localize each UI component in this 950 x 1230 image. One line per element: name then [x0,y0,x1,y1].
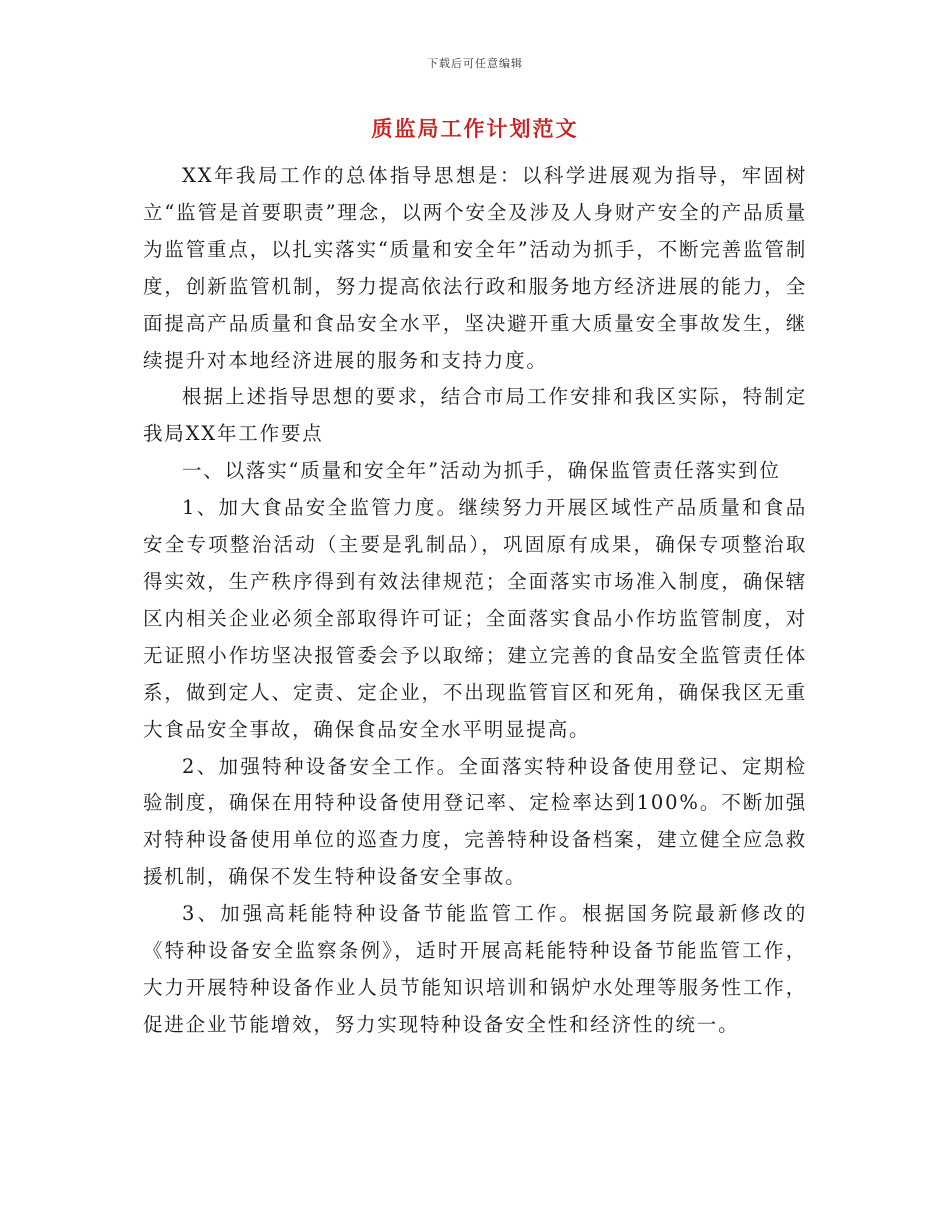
header-note: 下载后可任意编辑 [427,57,523,70]
document-title: 质监局工作计划范文 [371,116,579,141]
document-body [143,158,807,1044]
paragraph-item-3: 3、加强高耗能特种设备节能监管工作。根据国务院最新修改的《特种设备安全监察条例》，适时开展高耗能特种设备节能监管工作，大力开展特种设备作业人员节能知识培训和锅炉水处理等服务性工作，促进企业节能增效，努力实现特种设备安全性和经济性的统一。 [143,902,807,1036]
paragraph-item-1: 1、加大食品安全监管力度。继续努力开展区域性产品质量和食品安全专项整治活动（主要是乳制品），巩固原有成果，确保专项整治取得实效，生产秩序得到有效法律规范；全面落实市场准入制度，确保辖区内相关企业必须全部取得许可证；全面落实食品小作坊监管制度，对无证照小作坊坚决报管委会予以取缔；建立完善的食品安全监管责任体系，做到定人、定责、定企业，不出现监管盲区和死角，确保我区无重大食品安全事故，确保食品安全水平明显提高。 [143,496,807,741]
paragraph-guiding-thought: XX年我局工作的总体指导思想是：以科学进展观为指导，牢固树立“监管是首要职责”理念，以两个安全及涉及人身财产安全的产品质量为监管重点，以扎实落实“质量和安全年”活动为抓手，不断完善监管制度，创新监管机制，努力提高依法行政和服务地方经济进展的能力，全面提高产品质量和食品安全水平，坚决避开重大质量安全事故发生，继续提升对本地经济进展的服务和支持力度。 [143,164,807,372]
paragraph-requirements: 根据上述指导思想的要求，结合市局工作安排和我区实际，特制定我局XX年工作要点 [143,385,807,446]
section-heading-one: 一、以落实“质量和安全年”活动为抓手，确保监管责任落实到位 [182,459,781,483]
paragraph-item-2: 2、加强特种设备安全工作。全面落实特种设备使用登记、定期检验制度，确保在用特种设备使用登记率、定检率达到100%。不断加强对特种设备使用单位的巡查力度，完善特种设备档案，建立健全应急救援机制，确保不发生特种设备安全事故。 [143,754,807,889]
